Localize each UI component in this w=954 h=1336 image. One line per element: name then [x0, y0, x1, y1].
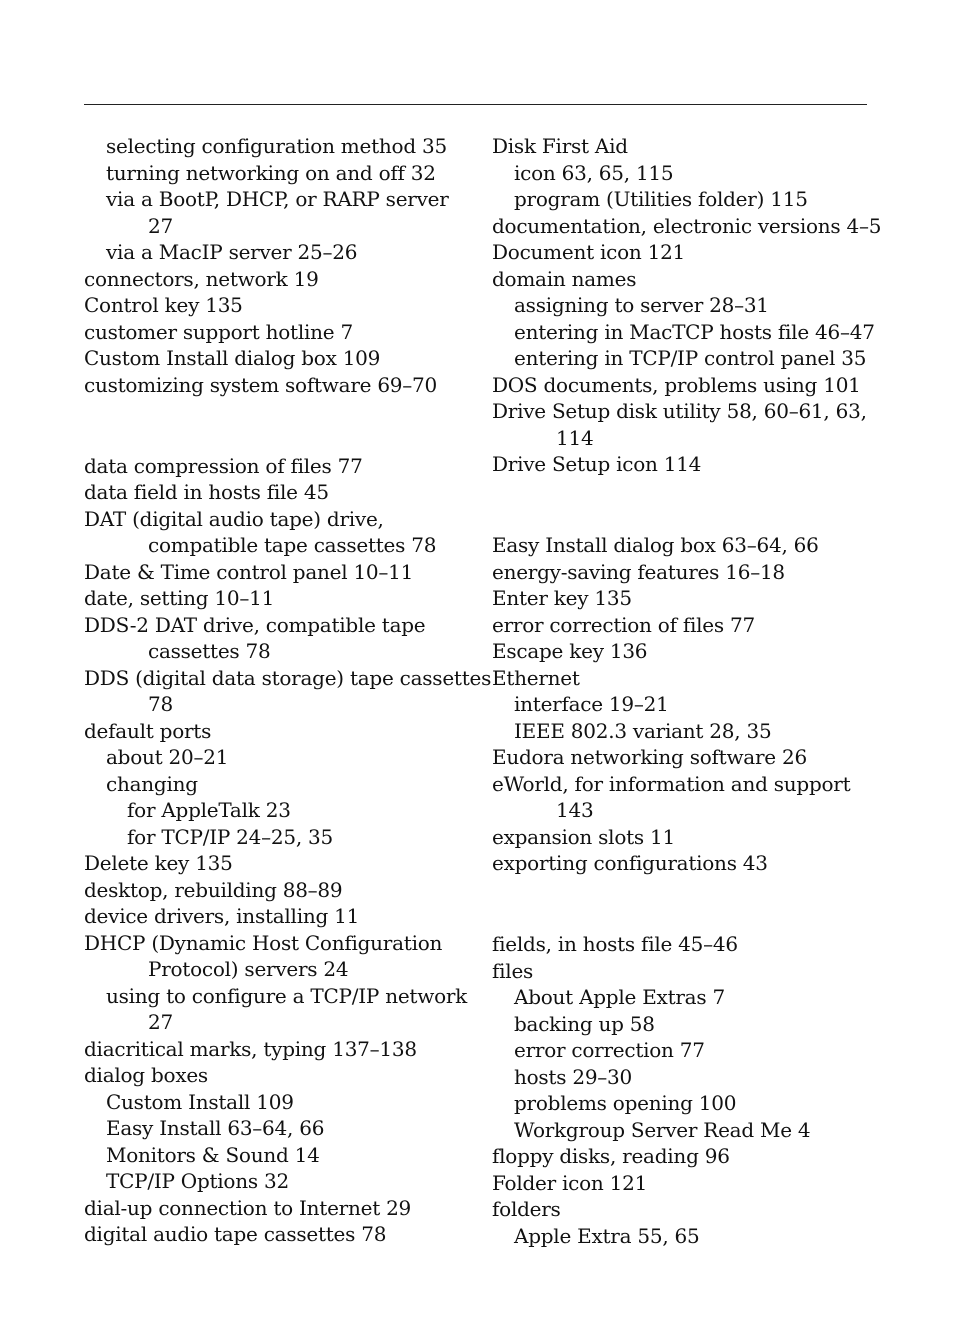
index-entry: [84, 930, 476, 983]
index-entry: [492, 559, 892, 586]
index-entry-text: about 20–21: [106, 745, 229, 769]
index-entry-text: Drive Setup icon 114: [492, 452, 702, 476]
index-subentry: [84, 186, 476, 239]
index-entry-text: error correction of files 77: [492, 612, 755, 637]
index-subentry: [84, 797, 476, 824]
index-entry: [492, 931, 892, 958]
index-entry-text: folders: [492, 1197, 561, 1221]
index-entry-text: changing: [106, 771, 198, 796]
index-entry: [84, 1062, 476, 1089]
index-entry: [492, 638, 892, 665]
index-entry-text: files: [492, 958, 534, 983]
index-subentry: [84, 771, 476, 798]
index-entry-text: Control key 135: [84, 293, 243, 317]
index-entry-continuation: 27: [148, 1010, 173, 1034]
index-entry-text: icon 63, 65, 115: [514, 160, 674, 185]
index-entry-text: DAT (digital audio tape) drive,: [84, 506, 384, 531]
index-entry-text: Ethernet: [492, 665, 580, 690]
index-subentry: [84, 1142, 476, 1169]
index-entry-text: date, setting 10–11: [84, 586, 275, 610]
index-entry: [84, 319, 476, 346]
index-subentry: [492, 319, 892, 346]
index-entry: [492, 1196, 892, 1223]
index-entry-text: turning networking on and off 32: [106, 160, 436, 185]
index-subentry: [492, 1011, 892, 1038]
index-entry-text: Drive Setup disk utility 58, 60–61, 63,: [492, 399, 867, 423]
index-entry: [492, 824, 892, 851]
index-entry: [492, 532, 892, 559]
index-subentry: [492, 1037, 892, 1064]
index-entry-text: dialog boxes: [84, 1063, 208, 1087]
index-entry: [84, 479, 476, 506]
index-subentry: [84, 1089, 476, 1116]
index-entry-continuation: cassettes 78: [148, 639, 271, 663]
index-entry: [492, 239, 892, 266]
index-entry-text: Custom Install dialog box 109: [84, 346, 381, 370]
index-entry-text: DHCP (Dynamic Host Configuration: [84, 930, 443, 955]
index-entry-text: connectors, network 19: [84, 266, 319, 291]
index-entry-continuation: Protocol) servers 24: [148, 957, 349, 981]
index-subentry: [84, 1115, 476, 1142]
letter-section-gap: [492, 478, 892, 533]
index-subentry: [84, 744, 476, 771]
index-entry: [492, 665, 892, 692]
index-entry-text: eWorld, for information and support: [492, 771, 851, 796]
index-entry-text: energy-saving features 16–18: [492, 559, 785, 584]
index-entry: [84, 506, 476, 559]
index-subentry: [492, 292, 892, 319]
index-entry-text: Easy Install 63–64, 66: [106, 1116, 325, 1140]
index-entry: [84, 345, 476, 372]
index-entry-text: About Apple Extras 7: [514, 985, 725, 1009]
index-entry-text: diacritical marks, typing 137–138: [84, 1036, 417, 1061]
index-entry-text: Enter key 135: [492, 586, 632, 610]
index-entry-text: documentation, electronic versions 4–5: [492, 213, 882, 238]
index-entry: [84, 453, 476, 480]
index-subentry: [492, 691, 892, 718]
index-entry-text: desktop, rebuilding 88–89: [84, 877, 343, 902]
index-entry-text: customizing system software 69–70: [84, 372, 437, 397]
index-entry-text: digital audio tape cassettes 78: [84, 1222, 387, 1246]
index-entry-text: data compression of files 77: [84, 453, 363, 478]
index-entry-text: via a BootP, DHCP, or RARP server: [106, 187, 449, 211]
index-entry-text: Workgroup Server Read Me 4: [514, 1117, 811, 1142]
index-subentry: [492, 718, 892, 745]
index-entry-continuation: compatible tape cassettes 78: [148, 533, 437, 557]
index-entry: [84, 559, 476, 586]
index-entry: [492, 1143, 892, 1170]
index-entry-text: Delete key 135: [84, 851, 233, 875]
index-entry-text: hosts 29–30: [514, 1064, 632, 1089]
index-subentry: [492, 160, 892, 187]
index-column-right: [492, 133, 892, 1249]
index-entry-text: default ports: [84, 718, 212, 743]
index-entry-text: expansion slots 11: [492, 824, 675, 849]
index-subentry: [492, 1223, 892, 1250]
index-entry-text: dial-up connection to Internet 29: [84, 1195, 412, 1220]
index-entry-text: customer support hotline 7: [84, 319, 353, 344]
index-entry: [492, 266, 892, 293]
index-entry-continuation: 27: [148, 213, 173, 238]
index-entry: [492, 133, 892, 160]
index-entry-text: entering in MacTCP hosts file 46–47: [514, 319, 875, 344]
index-entry: [84, 372, 476, 399]
index-entry-text: Easy Install dialog box 63–64, 66: [492, 533, 819, 557]
index-entry: [84, 718, 476, 745]
index-subentry: [492, 186, 892, 213]
index-entry-text: Custom Install 109: [106, 1089, 294, 1114]
index-entry-text: entering in TCP/IP control panel 35: [514, 346, 867, 370]
index-entry: [84, 585, 476, 612]
index-entry-text: Apple Extra 55, 65: [514, 1223, 700, 1248]
index-entry-text: problems opening 100: [514, 1091, 737, 1115]
index-subentry: [84, 239, 476, 266]
index-entry-text: Eudora networking software 26: [492, 745, 807, 769]
index-subentry: [84, 824, 476, 851]
index-entry: [492, 1170, 892, 1197]
index-subentry: [492, 345, 892, 372]
index-entry: [84, 903, 476, 930]
index-entry-text: for AppleTalk 23: [127, 798, 291, 822]
index-entry: [84, 877, 476, 904]
index-subentry: [84, 133, 476, 160]
index-entry-text: backing up 58: [514, 1011, 655, 1036]
index-entry-text: program (Utilities folder) 115: [514, 187, 808, 211]
index-entry: [492, 958, 892, 985]
index-subentry: [492, 1090, 892, 1117]
index-subentry: [84, 1168, 476, 1195]
index-entry-text: TCP/IP Options 32: [106, 1169, 289, 1193]
header-rule: [84, 104, 867, 105]
index-subentry: [492, 1064, 892, 1091]
index-entry-text: Date & Time control panel 10–11: [84, 559, 414, 584]
index-entry: [84, 1221, 476, 1248]
index-entry-text: data field in hosts file 45: [84, 480, 329, 504]
index-entry-text: device drivers, installing 11: [84, 904, 360, 928]
index-entry-text: interface 19–21: [514, 692, 669, 716]
index-entry-text: via a MacIP server 25–26: [106, 240, 358, 264]
index-entry-text: for TCP/IP 24–25, 35: [127, 824, 333, 849]
index-entry: [84, 665, 492, 718]
index-entry-text: Monitors & Sound 14: [106, 1142, 320, 1167]
index-entry-text: Disk First Aid: [492, 134, 628, 158]
index-entry: [492, 612, 892, 639]
index-entry: [84, 850, 476, 877]
index-entry-continuation: 143: [556, 798, 594, 822]
index-entry-text: DDS-2 DAT drive, compatible tape: [84, 612, 426, 637]
index-entry-text: floppy disks, reading 96: [492, 1144, 730, 1168]
index-entry: [84, 612, 476, 665]
index-entry-text: using to configure a TCP/IP network: [106, 983, 468, 1008]
index-entry-text: domain names: [492, 266, 637, 291]
index-entry: [492, 398, 892, 451]
letter-section-gap: [84, 398, 476, 453]
index-entry-text: DOS documents, problems using 101: [492, 372, 861, 397]
index-subentry: [84, 983, 476, 1036]
index-entry: [492, 451, 892, 478]
index-entry-text: Escape key 136: [492, 639, 648, 663]
index-entry: [492, 585, 892, 612]
index-entry-text: IEEE 802.3 variant 28, 35: [514, 718, 772, 743]
index-entry-text: fields, in hosts file 45–46: [492, 932, 738, 956]
index-entry: [492, 771, 892, 824]
index-entry: [84, 266, 476, 293]
index-entry-text: selecting configuration method 35: [106, 134, 447, 158]
index-entry: [84, 1195, 476, 1222]
index-entry: [492, 372, 892, 399]
index-subentry: [492, 1117, 892, 1144]
index-entry-text: error correction 77: [514, 1038, 705, 1062]
index-entry-text: assigning to server 28–31: [514, 293, 769, 317]
index-subentry: [84, 160, 476, 187]
index-entry-continuation: 114: [556, 425, 594, 450]
index-entry-text: exporting configurations 43: [492, 851, 768, 875]
index-entry-text: DDS (digital data storage) tape cassettes: [84, 665, 492, 690]
index-entry: [84, 292, 476, 319]
index-entry: [492, 850, 892, 877]
index-subentry: [492, 984, 892, 1011]
index-column-left: [84, 133, 492, 1248]
index-entry-continuation: 78: [148, 692, 173, 716]
index-entry: [492, 744, 892, 771]
index-entry-text: Folder icon 121: [492, 1170, 648, 1195]
index-entry-text: Document icon 121: [492, 240, 686, 264]
index-entry: [492, 213, 892, 240]
letter-section-gap: [492, 877, 892, 932]
index-entry: [84, 1036, 476, 1063]
